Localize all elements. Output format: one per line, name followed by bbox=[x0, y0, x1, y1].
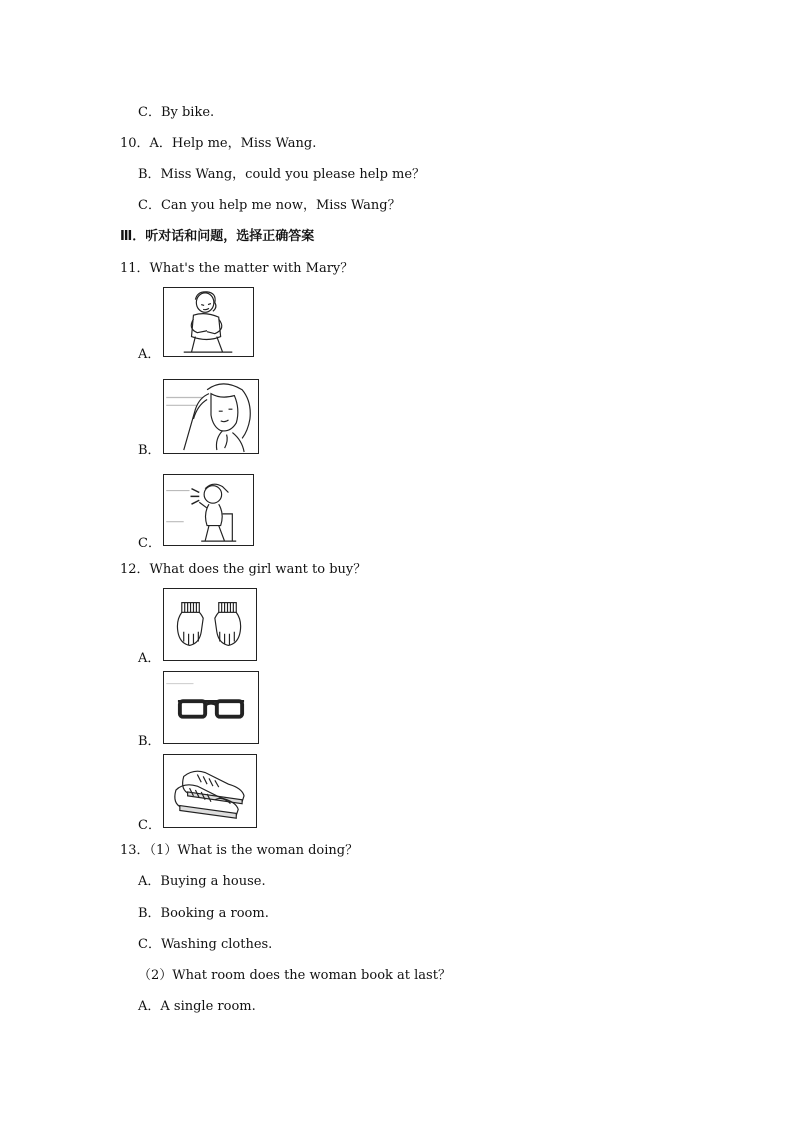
headache-girl-icon bbox=[164, 380, 258, 453]
q13-question-2: （2）What room does the woman book at last？ bbox=[138, 968, 451, 983]
q11-option-a-label: A． bbox=[138, 347, 161, 362]
q11-question: 11．What's the matter with Mary？ bbox=[120, 261, 354, 276]
section-title: Ⅲ．听对话和问题，选择正确答案 bbox=[120, 229, 315, 244]
q12-option-b-image bbox=[163, 671, 259, 744]
q13-1-option-a: A．Buying a house. bbox=[138, 874, 266, 889]
q12-option-b-label: B． bbox=[138, 734, 161, 749]
q10-option-c: C．Can you help me now，Miss Wang？ bbox=[138, 198, 401, 213]
q12-option-c-label: C． bbox=[138, 818, 161, 833]
q11-option-b-label: B． bbox=[138, 443, 161, 458]
q12-question: 12．What does the girl want to buy？ bbox=[120, 562, 367, 577]
sneakers-icon bbox=[164, 755, 256, 827]
q12-option-c-image bbox=[163, 754, 257, 828]
q11-option-c-label: C． bbox=[138, 536, 161, 551]
q10-option-b: B．Miss Wang，could you please help me？ bbox=[138, 167, 426, 182]
q10-option-a: 10．A．Help me，Miss Wang. bbox=[120, 136, 317, 151]
q12-option-a-label: A． bbox=[138, 651, 161, 666]
q11-option-a-image bbox=[163, 287, 254, 357]
q13-question-1: 13．（1）What is the woman doing？ bbox=[120, 843, 359, 858]
q13-1-option-b: B．Booking a room. bbox=[138, 906, 269, 921]
q12-option-a-image bbox=[163, 588, 257, 661]
q13-1-option-c: C．Washing clothes. bbox=[138, 937, 273, 952]
gloves-icon bbox=[164, 589, 256, 660]
q13-2-option-a: A．A single room. bbox=[138, 999, 256, 1014]
coughing-girl-icon bbox=[164, 475, 253, 545]
stomachache-girl-icon bbox=[164, 288, 253, 356]
glasses-icon bbox=[164, 672, 258, 743]
q11-option-c-image bbox=[163, 474, 254, 546]
q9-option-c: C．By bike. bbox=[138, 105, 215, 120]
q11-option-b-image bbox=[163, 379, 259, 454]
